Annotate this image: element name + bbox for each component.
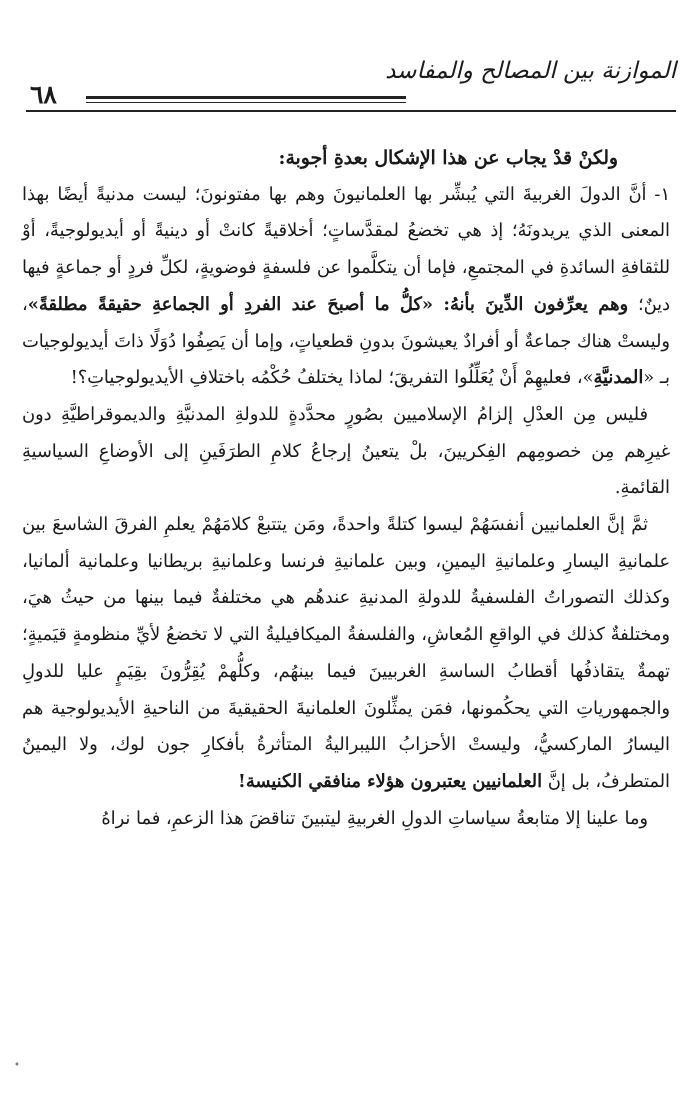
p1-text-3: »، فعليهِمْ أَنْ يُعَلِّلُوا التفريقَ؛ لماذا يختلفُ حُكْمُه باختلافِ الأيديولوجياتِ؟! xyxy=(70,367,594,389)
margin-dot: • xyxy=(14,1060,20,1071)
section-heading: ولكنْ قدْ يجاب عن هذا الإشكال بعدةِ أجوبة: xyxy=(278,147,618,169)
running-title: الموازنة بين المصالح والمفاسد xyxy=(385,58,676,84)
paragraph-3 xyxy=(22,507,670,801)
p3-bold: العلمانيين يعتبرون هؤلاء منافقي الكنيسة! xyxy=(238,770,543,792)
page-number: ٦٨ xyxy=(30,80,57,109)
header-double-rule-bottom xyxy=(86,102,406,103)
paragraph-4: وما علينا إلا متابعةُ سياساتِ الدولِ الغربيةِ ليتبينَ تناقضَ هذا الزعمِ، فما نراهُ xyxy=(101,807,648,829)
p3-text: ثمَّ إنَّ العلمانيين أنفسَهُمْ ليسوا كتلةً واحدةً، ومَن يتتبعْ كلامَهُمْ يعلمِ الفرقَ الشاسعَ بين علمانيةِ اليسارِ وعلمانيةِ اليمينِ، وبين علمانيةِ فرنسا وعلمانيةِ بريطانيا وعلمانية ألمانيا، وكذلك التصوراتُ الفلسفيةُ للدولةِ المدنيةِ عندهُم هي مختلفةٌ فيما بينها من حيثُ هيَ، ومختلفةٌ كذلك في الواقعِ المُعاشِ، والفلسفةُ الميكافيليةُ التي لا تخضعُ لأيِّ منظومةٍ قيَميةٍ؛ تهمةٌ يتقاذفُها أقطابُ الساسةِ الغربيينَ فيما بينهُم، وكلُّهمْ يُقِرُّونَ بقِيَمٍ عليا للدولِ والجمهورياتِ التي يحكُمونها، فمَن يمثِّلونَ العلمانيةَ الحقيقيةَ من الناحيةِ الأيديولوجية هم اليسارُ الماركسيُّ، وليستْ الأحزابُ الليبراليةُ المتأثرةُ بأفكارِ جون لوك، ولا اليمينُ المتطرفُ، بل إنَّ xyxy=(22,514,670,792)
header-rule xyxy=(26,110,676,112)
page-header xyxy=(20,58,676,114)
header-double-rule-top xyxy=(86,96,406,99)
page-body xyxy=(22,140,670,837)
paragraph-point-1 xyxy=(22,177,670,397)
p1-bold-definition: وهم يعرِّفون الدِّينَ بأنهُ: «كلُّ ما أصبحَ عند الفردِ أو الجماعةِ حقيقةً مطلقةً» xyxy=(27,293,629,315)
p1-text-1: ١- أنَّ الدولَ الغربيةَ التي يُبشِّر بها العلمانيونَ وهم بها مفتونونَ؛ ليست مدنيةً أيضًا بهذا المعنى الذي يريدونَهُ؛ إذ هي تخضعُ لمقدَّساتٍ؛ أخلاقيةً كانتْ أو دينيةً أو أيديولوجيةً، أوْ للثقافةِ السائدةِ في المجتمعِ، فإما أن يتكلَّموا عن فلسفةٍ فوضويةٍ، لكلِّ فردٍ أو جماعةٍ فيها دينٌ؛ xyxy=(22,183,671,315)
p1-text-2: ، وليستْ هناك جماعةٌ أو أفرادٌ يعيشونَ بدونِ قطعياتٍ، وإما أن يَصِفُوا دُوَلًا ذاتَ أيديولوجيات بـ « xyxy=(22,293,670,389)
p1-bold-term: المدنيَّةِ xyxy=(593,367,644,389)
paragraph-2: فليس مِن العدْلِ إلزامُ الإسلاميين بصُورٍ محدَّدةٍ للدولةِ المدنيَّةِ والديموقراطيَّةِ دون غيرِهم مِن خصومِهم الفِكريينَ، بلْ يتعينُ إرجاعُ كلامِ الطرَفَينِ إلى الأوضاعِ السياسيةِ القائمةِ. xyxy=(22,403,670,499)
